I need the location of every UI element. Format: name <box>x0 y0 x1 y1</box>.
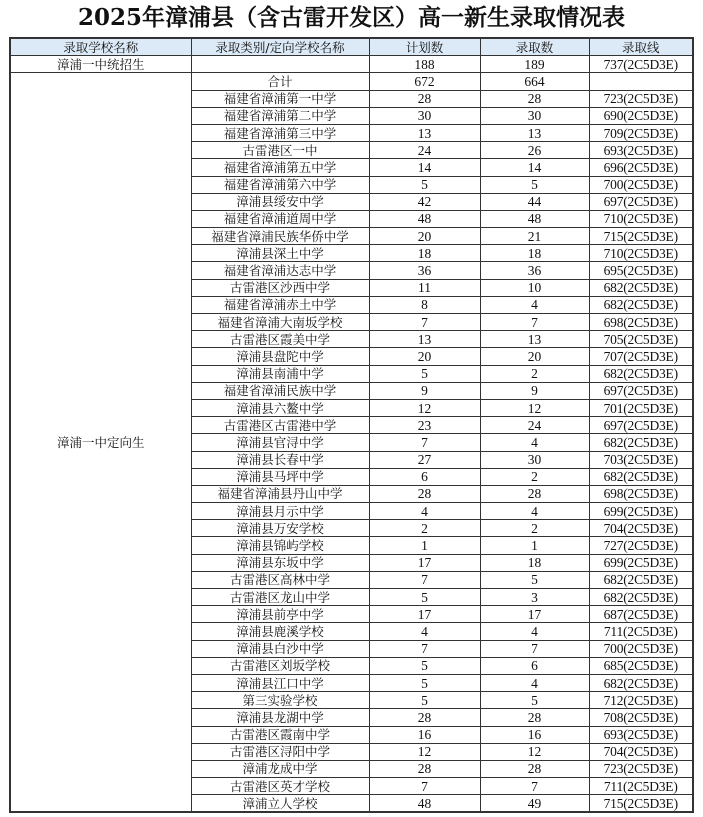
plan-count: 188 <box>369 56 480 73</box>
admitted-count: 1 <box>480 537 589 554</box>
plan-count: 28 <box>369 90 480 107</box>
cutoff-score: 682(2C5D3E) <box>589 674 693 691</box>
plan-count: 13 <box>369 331 480 348</box>
admitted-count: 12 <box>480 743 589 760</box>
admitted-count: 5 <box>480 571 589 588</box>
cutoff-score: 682(2C5D3E) <box>589 589 693 606</box>
plan-count: 24 <box>369 142 480 159</box>
plan-count: 12 <box>369 743 480 760</box>
cutoff-score: 710(2C5D3E) <box>589 245 693 262</box>
cutoff-score: 703(2C5D3E) <box>589 451 693 468</box>
cutoff-score: 699(2C5D3E) <box>589 554 693 571</box>
plan-count: 48 <box>369 795 480 813</box>
cutoff-score: 710(2C5D3E) <box>589 210 693 227</box>
directed-school-name: 古雷港区刘坂学校 <box>191 657 369 674</box>
directed-school-name: 漳浦县长春中学 <box>191 451 369 468</box>
school-name: 漳浦一中定向生 <box>10 73 191 813</box>
admitted-count: 4 <box>480 434 589 451</box>
plan-count: 4 <box>369 623 480 640</box>
header-plan: 计划数 <box>369 38 480 56</box>
directed-school-name: 漳浦县马坪中学 <box>191 468 369 485</box>
admitted-count: 28 <box>480 760 589 777</box>
cutoff-score: 699(2C5D3E) <box>589 503 693 520</box>
cutoff-score: 682(2C5D3E) <box>589 296 693 313</box>
plan-count: 13 <box>369 124 480 141</box>
directed-school-name: 漳浦县江口中学 <box>191 674 369 691</box>
admitted-count: 7 <box>480 640 589 657</box>
cutoff-score: 723(2C5D3E) <box>589 760 693 777</box>
cutoff-score: 685(2C5D3E) <box>589 657 693 674</box>
cutoff-score: 697(2C5D3E) <box>589 417 693 434</box>
admitted-count: 28 <box>480 485 589 502</box>
plan-count: 5 <box>369 657 480 674</box>
cutoff-score: 723(2C5D3E) <box>589 90 693 107</box>
directed-school-name: 福建省漳浦第六中学 <box>191 176 369 193</box>
admitted-count: 28 <box>480 709 589 726</box>
admitted-count: 3 <box>480 589 589 606</box>
plan-count: 6 <box>369 468 480 485</box>
admitted-count: 664 <box>480 73 589 90</box>
plan-count: 5 <box>369 692 480 709</box>
cutoff-score: 707(2C5D3E) <box>589 348 693 365</box>
plan-count: 23 <box>369 417 480 434</box>
admitted-count: 13 <box>480 331 589 348</box>
table-header-row <box>10 38 693 56</box>
plan-count: 5 <box>369 674 480 691</box>
plan-count: 20 <box>369 228 480 245</box>
cutoff-score: 687(2C5D3E) <box>589 606 693 623</box>
plan-count: 20 <box>369 348 480 365</box>
directed-school-name: 福建省漳浦第五中学 <box>191 159 369 176</box>
admitted-count: 9 <box>480 382 589 399</box>
plan-count: 42 <box>369 193 480 210</box>
plan-count: 17 <box>369 606 480 623</box>
directed-school-name: 漳浦县白沙中学 <box>191 640 369 657</box>
directed-school-name: 古雷港区霞南中学 <box>191 726 369 743</box>
cutoff-score: 696(2C5D3E) <box>589 159 693 176</box>
admitted-count: 2 <box>480 365 589 382</box>
directed-school-name: 漳浦县六鳌中学 <box>191 399 369 416</box>
directed-school-name: 漳浦县深土中学 <box>191 245 369 262</box>
admitted-count: 18 <box>480 554 589 571</box>
directed-school-name: 福建省漳浦第二中学 <box>191 107 369 124</box>
plan-count: 48 <box>369 210 480 227</box>
table-row-general <box>10 56 693 73</box>
cutoff-score: 682(2C5D3E) <box>589 279 693 296</box>
plan-count: 7 <box>369 571 480 588</box>
plan-count: 30 <box>369 107 480 124</box>
admitted-count: 16 <box>480 726 589 743</box>
admitted-count: 5 <box>480 176 589 193</box>
admitted-count: 30 <box>480 451 589 468</box>
page-title: 2025年漳浦县（含古雷开发区）高一新生录取情况表 <box>77 4 625 31</box>
plan-count: 7 <box>369 778 480 795</box>
plan-count: 7 <box>369 640 480 657</box>
directed-school-name: 福建省漳浦达志中学 <box>191 262 369 279</box>
admitted-count: 10 <box>480 279 589 296</box>
cutoff-score: 715(2C5D3E) <box>589 795 693 813</box>
cutoff-score: 701(2C5D3E) <box>589 399 693 416</box>
directed-school-name: 福建省漳浦赤土中学 <box>191 296 369 313</box>
admitted-count: 13 <box>480 124 589 141</box>
plan-count: 36 <box>369 262 480 279</box>
cutoff-score: 695(2C5D3E) <box>589 262 693 279</box>
directed-school-name: 古雷港区龙山中学 <box>191 589 369 606</box>
plan-count: 18 <box>369 245 480 262</box>
header-category: 录取类别/定向学校名称 <box>191 38 369 56</box>
admitted-count: 12 <box>480 399 589 416</box>
plan-count: 16 <box>369 726 480 743</box>
plan-count: 2 <box>369 520 480 537</box>
cutoff-score: 697(2C5D3E) <box>589 193 693 210</box>
directed-school-name: 福建省漳浦第一中学 <box>191 90 369 107</box>
admitted-count: 7 <box>480 314 589 331</box>
cutoff-score: 711(2C5D3E) <box>589 778 693 795</box>
cutoff-score: 712(2C5D3E) <box>589 692 693 709</box>
school-name: 漳浦一中统招生 <box>10 56 191 73</box>
admitted-count: 4 <box>480 503 589 520</box>
plan-count: 28 <box>369 709 480 726</box>
cutoff-score: 737(2C5D3E) <box>589 56 693 73</box>
directed-school-name: 漳浦县南浦中学 <box>191 365 369 382</box>
directed-school-name: 福建省漳浦民族华侨中学 <box>191 228 369 245</box>
cutoff-score: 715(2C5D3E) <box>589 228 693 245</box>
plan-count: 14 <box>369 159 480 176</box>
cutoff-score: 682(2C5D3E) <box>589 434 693 451</box>
admitted-count: 24 <box>480 417 589 434</box>
cutoff-score: 704(2C5D3E) <box>589 520 693 537</box>
plan-count: 1 <box>369 537 480 554</box>
admitted-count: 4 <box>480 674 589 691</box>
cutoff-score: 697(2C5D3E) <box>589 382 693 399</box>
cutoff-score <box>589 73 693 90</box>
cutoff-score: 682(2C5D3E) <box>589 571 693 588</box>
plan-count: 7 <box>369 314 480 331</box>
header-admitted: 录取数 <box>480 38 589 56</box>
admitted-count: 189 <box>480 56 589 73</box>
cutoff-score: 698(2C5D3E) <box>589 485 693 502</box>
admitted-count: 14 <box>480 159 589 176</box>
admitted-count: 49 <box>480 795 589 813</box>
admitted-count: 20 <box>480 348 589 365</box>
cutoff-score: 711(2C5D3E) <box>589 623 693 640</box>
directed-school-name: 漳浦县万安学校 <box>191 520 369 537</box>
plan-count: 7 <box>369 434 480 451</box>
directed-school-name: 福建省漳浦县丹山中学 <box>191 485 369 502</box>
directed-school-name: 漳浦县前亭中学 <box>191 606 369 623</box>
admitted-count: 4 <box>480 296 589 313</box>
cutoff-score: 700(2C5D3E) <box>589 640 693 657</box>
directed-school-name: 古雷港区英才学校 <box>191 778 369 795</box>
cutoff-score: 727(2C5D3E) <box>589 537 693 554</box>
plan-count: 27 <box>369 451 480 468</box>
directed-school-name: 福建省漳浦大南坂学校 <box>191 314 369 331</box>
cutoff-score: 698(2C5D3E) <box>589 314 693 331</box>
admitted-count: 17 <box>480 606 589 623</box>
category: 合计 <box>191 73 369 90</box>
plan-count: 9 <box>369 382 480 399</box>
cutoff-score: 704(2C5D3E) <box>589 743 693 760</box>
directed-school-name: 漳浦县锦屿学校 <box>191 537 369 554</box>
cutoff-score: 693(2C5D3E) <box>589 142 693 159</box>
plan-count: 8 <box>369 296 480 313</box>
plan-count: 4 <box>369 503 480 520</box>
directed-school-name: 漳浦立人学校 <box>191 795 369 813</box>
directed-school-name: 漳浦县鹿溪学校 <box>191 623 369 640</box>
directed-school-name: 漳浦县绥安中学 <box>191 193 369 210</box>
directed-school-name: 漳浦县官浔中学 <box>191 434 369 451</box>
admitted-count: 44 <box>480 193 589 210</box>
directed-school-name: 古雷港区霞美中学 <box>191 331 369 348</box>
admission-table <box>9 37 694 813</box>
admitted-count: 6 <box>480 657 589 674</box>
category <box>191 56 369 73</box>
directed-school-name: 漳浦县盘陀中学 <box>191 348 369 365</box>
plan-count: 672 <box>369 73 480 90</box>
admitted-count: 21 <box>480 228 589 245</box>
cutoff-score: 709(2C5D3E) <box>589 124 693 141</box>
cutoff-score: 682(2C5D3E) <box>589 365 693 382</box>
plan-count: 5 <box>369 589 480 606</box>
plan-count: 17 <box>369 554 480 571</box>
table-row-total <box>10 73 693 90</box>
admitted-count: 2 <box>480 520 589 537</box>
cutoff-score: 708(2C5D3E) <box>589 709 693 726</box>
admitted-count: 36 <box>480 262 589 279</box>
directed-school-name: 福建省漳浦民族中学 <box>191 382 369 399</box>
directed-school-name: 古雷港区浔阳中学 <box>191 743 369 760</box>
directed-school-name: 漳浦龙成中学 <box>191 760 369 777</box>
directed-school-name: 漳浦县龙湖中学 <box>191 709 369 726</box>
admitted-count: 48 <box>480 210 589 227</box>
cutoff-score: 690(2C5D3E) <box>589 107 693 124</box>
directed-school-name: 漳浦县月示中学 <box>191 503 369 520</box>
directed-school-name: 福建省漳浦道周中学 <box>191 210 369 227</box>
directed-school-name: 古雷港区一中 <box>191 142 369 159</box>
cutoff-score: 700(2C5D3E) <box>589 176 693 193</box>
directed-school-name: 古雷港区沙西中学 <box>191 279 369 296</box>
admitted-count: 18 <box>480 245 589 262</box>
admitted-count: 28 <box>480 90 589 107</box>
directed-school-name: 古雷港区古雷港中学 <box>191 417 369 434</box>
directed-school-name: 古雷港区高林中学 <box>191 571 369 588</box>
admitted-count: 30 <box>480 107 589 124</box>
admitted-count: 7 <box>480 778 589 795</box>
plan-count: 5 <box>369 176 480 193</box>
admitted-count: 5 <box>480 692 589 709</box>
plan-count: 28 <box>369 760 480 777</box>
admitted-count: 4 <box>480 623 589 640</box>
cutoff-score: 705(2C5D3E) <box>589 331 693 348</box>
admitted-count: 26 <box>480 142 589 159</box>
plan-count: 11 <box>369 279 480 296</box>
plan-count: 28 <box>369 485 480 502</box>
cutoff-score: 693(2C5D3E) <box>589 726 693 743</box>
directed-school-name: 第三实验学校 <box>191 692 369 709</box>
plan-count: 12 <box>369 399 480 416</box>
directed-school-name: 福建省漳浦第三中学 <box>191 124 369 141</box>
cutoff-score: 682(2C5D3E) <box>589 468 693 485</box>
directed-school-name: 漳浦县东坂中学 <box>191 554 369 571</box>
header-school: 录取学校名称 <box>10 38 191 56</box>
plan-count: 5 <box>369 365 480 382</box>
admitted-count: 2 <box>480 468 589 485</box>
header-cutoff: 录取线 <box>589 38 693 56</box>
